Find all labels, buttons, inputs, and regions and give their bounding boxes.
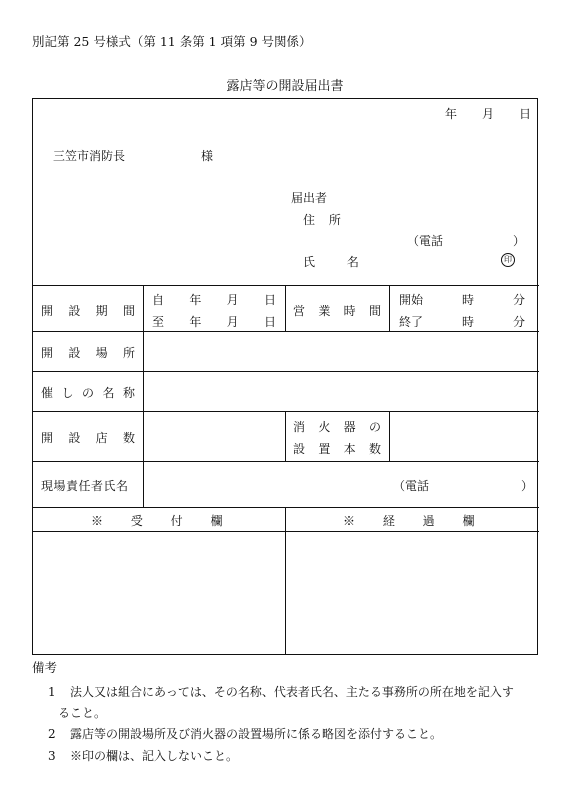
manager-phone: （電話 xyxy=(393,479,430,493)
date-month: 月 xyxy=(481,107,494,121)
row-divider xyxy=(33,371,539,372)
address-label: 住 所 xyxy=(303,213,346,227)
phone-close: ） xyxy=(513,234,526,248)
phone-label: （電話 xyxy=(407,234,444,248)
stores-field[interactable] xyxy=(149,415,279,457)
form-title: 露店等の開設届出書 xyxy=(226,79,344,94)
manager-label: 現場責任者氏名 xyxy=(41,479,129,493)
stores-label: 開 設 店 数 xyxy=(41,431,135,445)
col-divider xyxy=(389,285,390,331)
row-divider xyxy=(33,461,539,462)
note-item-3: 3 ※印の欄は、記入しないこと。 xyxy=(48,749,239,763)
note-item-2: 2 露店等の開設場所及び消火器の設置場所に係る略図を添付すること。 xyxy=(48,727,443,741)
col-divider xyxy=(285,285,286,331)
manager-phone-close: ） xyxy=(521,479,534,493)
progress-area xyxy=(289,535,535,651)
date-day: 日 xyxy=(518,107,531,121)
period-from: 自 年 月 日 xyxy=(152,293,276,307)
hours-label: 営 業 時 間 xyxy=(293,304,381,318)
event-label: 催 し の 名 称 xyxy=(41,386,135,400)
col-divider xyxy=(285,411,286,461)
addressee-suffix: 様 xyxy=(201,149,214,163)
note-item-1-cont: ること。 xyxy=(58,706,107,720)
applicant-label: 届出者 xyxy=(291,191,328,205)
seal-mark: 印 xyxy=(501,253,515,267)
addressee: 三笠市消防長 xyxy=(53,149,126,163)
row-divider xyxy=(33,331,539,332)
col-divider xyxy=(389,411,390,461)
extinguisher-label-2: 設 置 本 数 xyxy=(293,442,381,456)
event-field[interactable] xyxy=(149,375,533,407)
hours-start: 開始 時 分 xyxy=(399,293,525,307)
row-divider xyxy=(33,285,539,286)
hours-end: 終了 時 分 xyxy=(399,315,525,329)
form-sheet xyxy=(32,98,538,655)
reception-header: ※ 受 付 欄 xyxy=(91,514,223,528)
extinguisher-field[interactable] xyxy=(395,415,533,457)
form-reference: 別記第 25 号様式（第 11 条第 1 項第 9 号関係） xyxy=(32,34,312,49)
period-to: 至 年 月 日 xyxy=(152,315,276,329)
row-divider xyxy=(33,411,539,412)
date-year: 年 xyxy=(445,107,458,121)
row-divider xyxy=(33,507,539,508)
col-divider xyxy=(285,507,286,655)
date-line xyxy=(445,105,531,122)
place-field[interactable] xyxy=(149,335,533,367)
name-label: 氏 名 xyxy=(303,255,373,269)
place-label: 開 設 場 所 xyxy=(41,346,135,360)
col-divider xyxy=(143,285,144,507)
note-item-1: 1 法人又は組合にあっては、その名称、代表者氏名、主たる事務所の所在地を記入す xyxy=(48,685,514,699)
row-divider xyxy=(33,531,539,532)
period-label: 開 設 期 間 xyxy=(41,304,135,318)
notes-heading: 備考 xyxy=(32,660,58,675)
reception-area xyxy=(37,535,281,651)
extinguisher-label-1: 消 火 器 の xyxy=(293,420,381,434)
progress-header: ※ 経 過 欄 xyxy=(343,514,475,528)
